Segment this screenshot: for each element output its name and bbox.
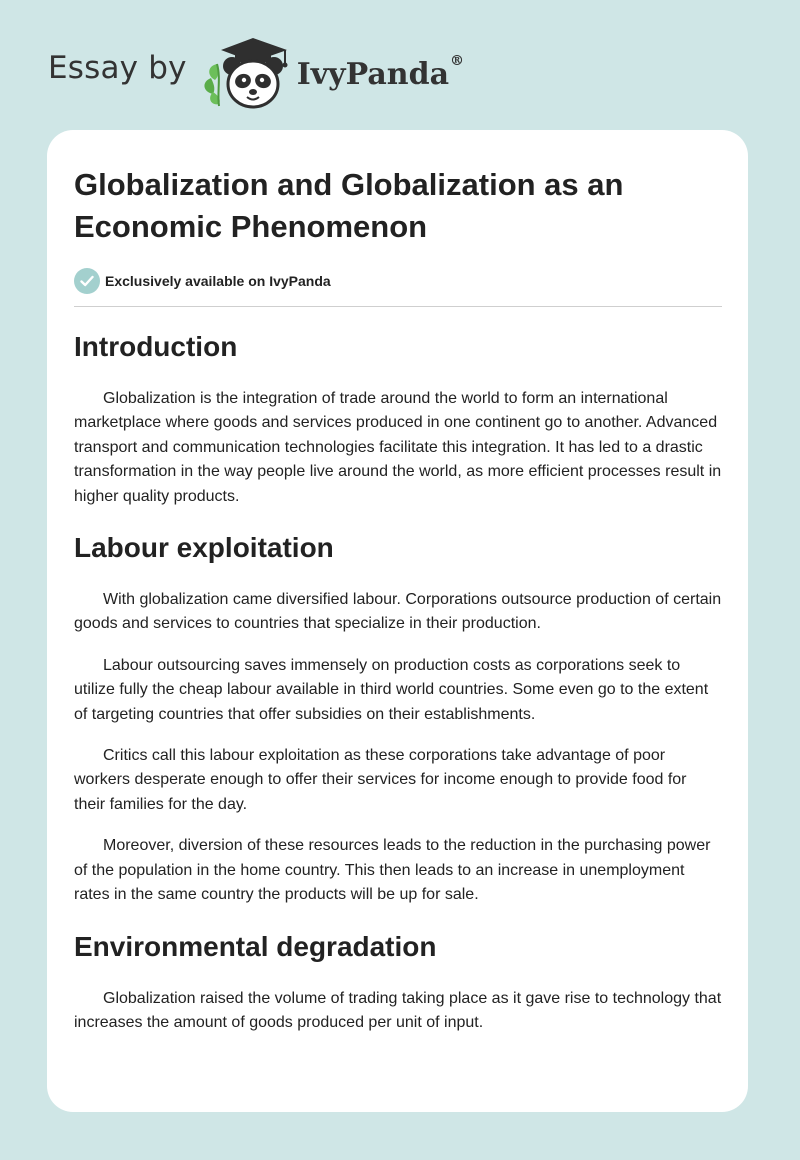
brand-name[interactable] <box>296 52 465 92</box>
section-heading-introduction: Introduction <box>74 331 238 362</box>
paragraph: Critics call this labour exploitation as these corporations take advantage of poor workers desperate enough to offer their services for income enough to provide food for their families for the day. <box>74 747 687 813</box>
essay-title: Globalization and Globalization as an Economic Phenomenon <box>74 167 624 244</box>
site-header <box>48 34 464 110</box>
section-heading-environmental-degradation: Environmental degradation <box>74 930 437 962</box>
brand-text: IvyPanda <box>296 56 450 92</box>
paragraph: Moreover, diversion of these resources leads to the reduction in the purchasing power of the population in the home country. This then leads to an increase in unemployment rates in the same country the products will be up for sale. <box>74 837 711 904</box>
section-heading-labour-exploitation: Labour exploitation <box>74 532 334 564</box>
essay-by-label: Essay by <box>48 50 187 86</box>
paragraph: With globalization came diversified labour. Corporations outsource production of certain goods and services to countries that specialize in their production. <box>74 591 722 633</box>
title-divider <box>74 306 722 307</box>
essay-card <box>47 130 748 1112</box>
ivypanda-logo-icon[interactable] <box>201 34 293 110</box>
exclusive-badge <box>74 268 722 294</box>
registered-mark: ® <box>450 52 465 69</box>
exclusive-label: Exclusively available on IvyPanda <box>105 273 331 289</box>
check-icon <box>74 268 100 294</box>
paragraph: Labour outsourcing saves immensely on production costs as corporations seek to utilize fully the cheap labour available in third world countries. Some even go to the extent of targeting countries that offer subsidies on their establishments. <box>74 656 709 723</box>
paragraph: Globalization is the integration of trade around the world to form an international marketplace where goods and services produced in one continent go to another. Advanced transport and communication technologies facilitate this integration. It has led to a drastic transformation in the way people live around the world, as more efficient processes result in higher quality products. <box>74 390 722 505</box>
paragraph: Globalization raised the volume of trading taking place as it gave rise to technology that increases the amount of goods produced per unit of input. <box>74 989 722 1031</box>
essay-content <box>74 130 722 1035</box>
